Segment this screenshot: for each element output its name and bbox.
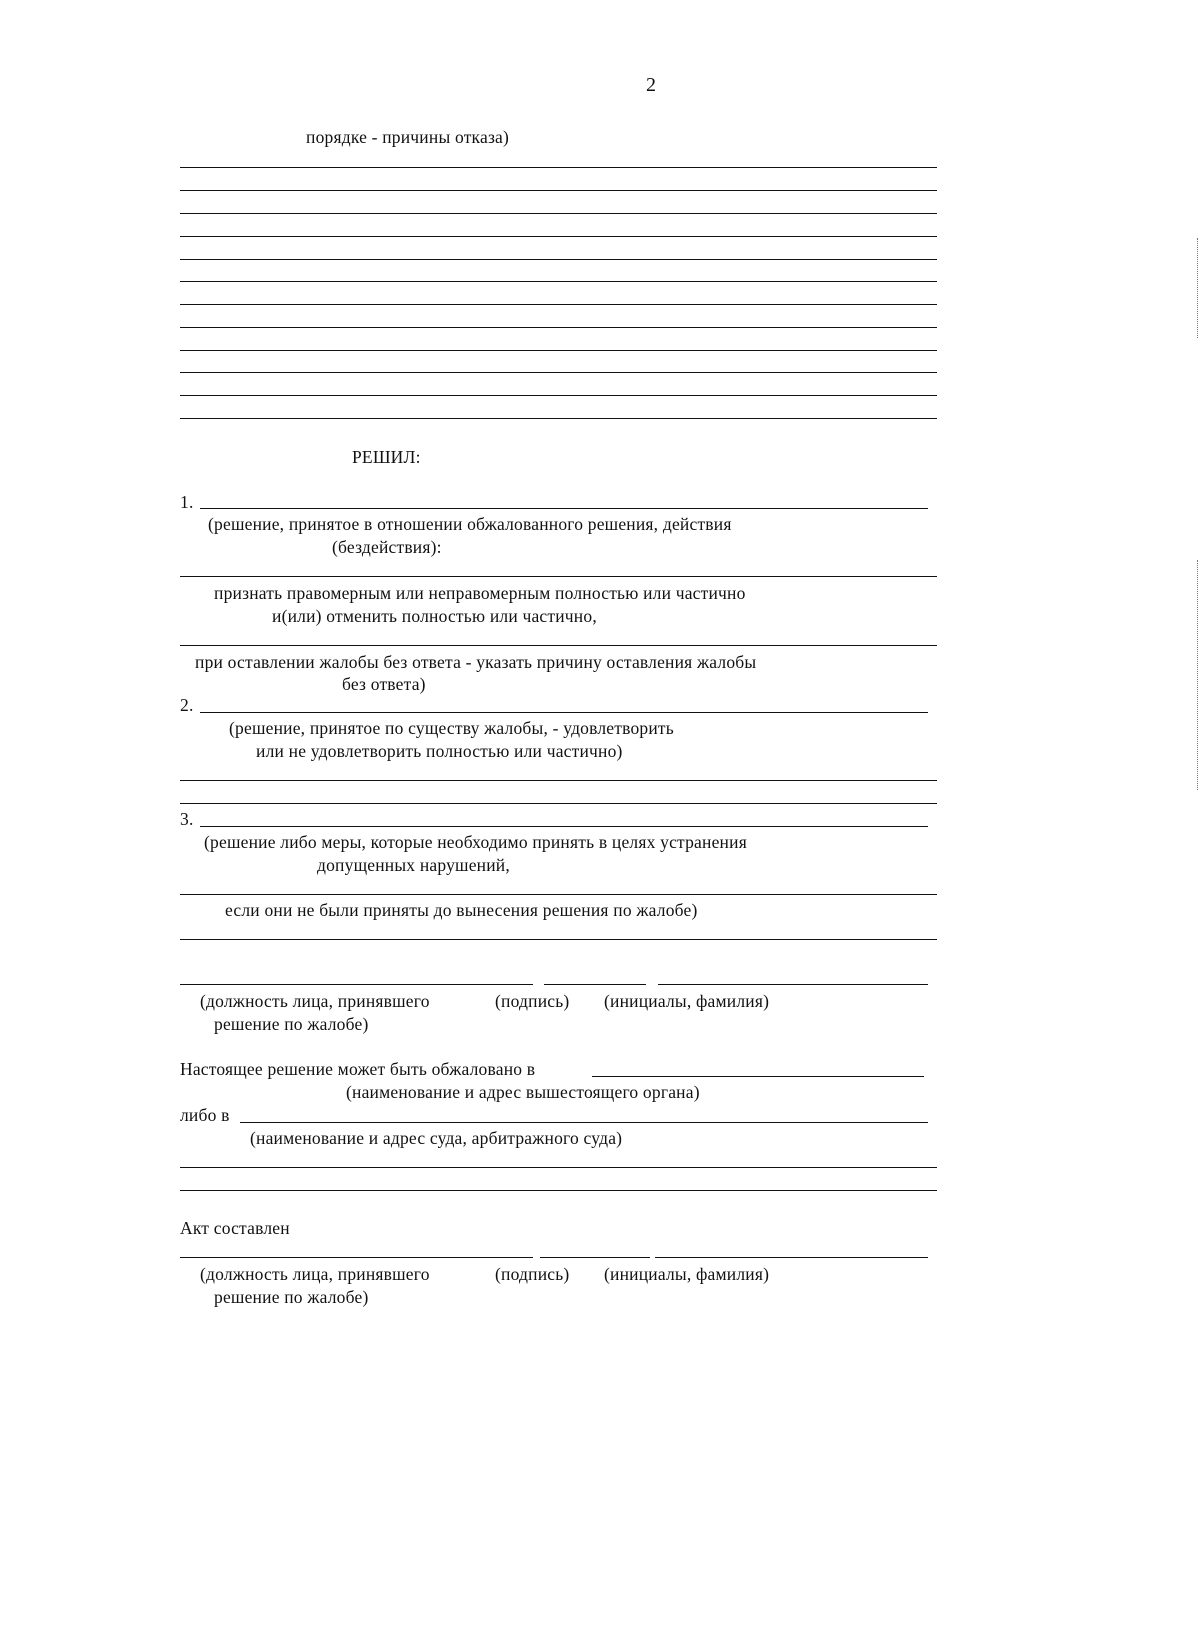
- item-1-caption: при оставлении жалобы без ответа - указать причину оставления жалобы: [195, 652, 757, 672]
- initials-caption: (инициалы, фамилия): [604, 1264, 770, 1284]
- item-1-caption: признать правомерным или неправомерным полностью или частично: [214, 583, 746, 603]
- initials-signature-line[interactable]: [655, 1257, 928, 1258]
- reasons-continuation-text: порядке - причины отказа): [306, 127, 510, 147]
- court-line[interactable]: [240, 1122, 928, 1123]
- item-3-caption: допущенных нарушений,: [317, 855, 510, 875]
- scan-edge-mark: [1197, 238, 1198, 338]
- item-1-caption: и(или) отменить полностью или частично,: [272, 606, 597, 626]
- blank-line[interactable]: [180, 190, 937, 191]
- position-caption: решение по жалобе): [214, 1014, 369, 1034]
- act-label: Акт составлен: [180, 1218, 290, 1238]
- blank-line[interactable]: [180, 304, 937, 305]
- blank-line[interactable]: [180, 236, 937, 237]
- scan-edge-mark: [1197, 560, 1198, 790]
- position-signature-line[interactable]: [180, 984, 533, 985]
- item-2-caption: (решение, принятое по существу жалобы, - удовлетворить: [229, 718, 674, 738]
- item-3-line[interactable]: [200, 826, 928, 827]
- item-2-line[interactable]: [180, 803, 937, 804]
- court-caption: (наименование и адрес суда, арбитражного суда): [250, 1128, 623, 1148]
- item-2-number: 2.: [180, 695, 194, 715]
- blank-line[interactable]: [180, 213, 937, 214]
- court-line[interactable]: [180, 1190, 937, 1191]
- appeal-or-text: либо в: [180, 1105, 230, 1125]
- appeal-text: Настоящее решение может быть обжаловано в: [180, 1059, 536, 1079]
- signature-caption: (подпись): [495, 991, 570, 1011]
- blank-line[interactable]: [180, 418, 937, 419]
- blank-line[interactable]: [180, 167, 937, 168]
- position-caption: решение по жалобе): [214, 1287, 369, 1307]
- item-1-line[interactable]: [180, 645, 937, 646]
- signature-line[interactable]: [544, 984, 646, 985]
- position-caption: (должность лица, принявшего: [200, 1264, 430, 1284]
- decided-heading: РЕШИЛ:: [352, 447, 421, 467]
- higher-body-caption: (наименование и адрес вышестоящего органа): [346, 1082, 700, 1102]
- item-2-line[interactable]: [200, 712, 928, 713]
- blank-line[interactable]: [180, 281, 937, 282]
- court-line[interactable]: [180, 1167, 937, 1168]
- item-3-number: 3.: [180, 809, 194, 829]
- signature-line[interactable]: [540, 1257, 650, 1258]
- blank-line[interactable]: [180, 372, 937, 373]
- item-3-line[interactable]: [180, 939, 937, 940]
- item-1-caption: (решение, принятое в отношении обжалованного решения, действия: [208, 514, 732, 534]
- item-1-line[interactable]: [180, 576, 937, 577]
- item-3-caption: (решение либо меры, которые необходимо принять в целях устранения: [204, 832, 747, 852]
- item-2-line[interactable]: [180, 780, 937, 781]
- item-1-caption: без ответа): [342, 674, 426, 694]
- blank-line[interactable]: [180, 327, 937, 328]
- initials-caption: (инициалы, фамилия): [604, 991, 770, 1011]
- blank-line[interactable]: [180, 395, 937, 396]
- page-number: 2: [646, 74, 657, 96]
- item-1-caption: (бездействия):: [332, 537, 442, 557]
- item-1-line[interactable]: [200, 508, 928, 509]
- position-signature-line[interactable]: [180, 1257, 533, 1258]
- item-2-caption: или не удовлетворить полностью или частично): [256, 741, 623, 761]
- blank-line[interactable]: [180, 259, 937, 260]
- higher-body-line[interactable]: [592, 1076, 924, 1077]
- signature-caption: (подпись): [495, 1264, 570, 1284]
- initials-signature-line[interactable]: [658, 984, 928, 985]
- item-3-line[interactable]: [180, 894, 937, 895]
- blank-line[interactable]: [180, 350, 937, 351]
- item-3-caption: если они не были приняты до вынесения решения по жалобе): [225, 900, 698, 920]
- item-1-number: 1.: [180, 492, 194, 512]
- position-caption: (должность лица, принявшего: [200, 991, 430, 1011]
